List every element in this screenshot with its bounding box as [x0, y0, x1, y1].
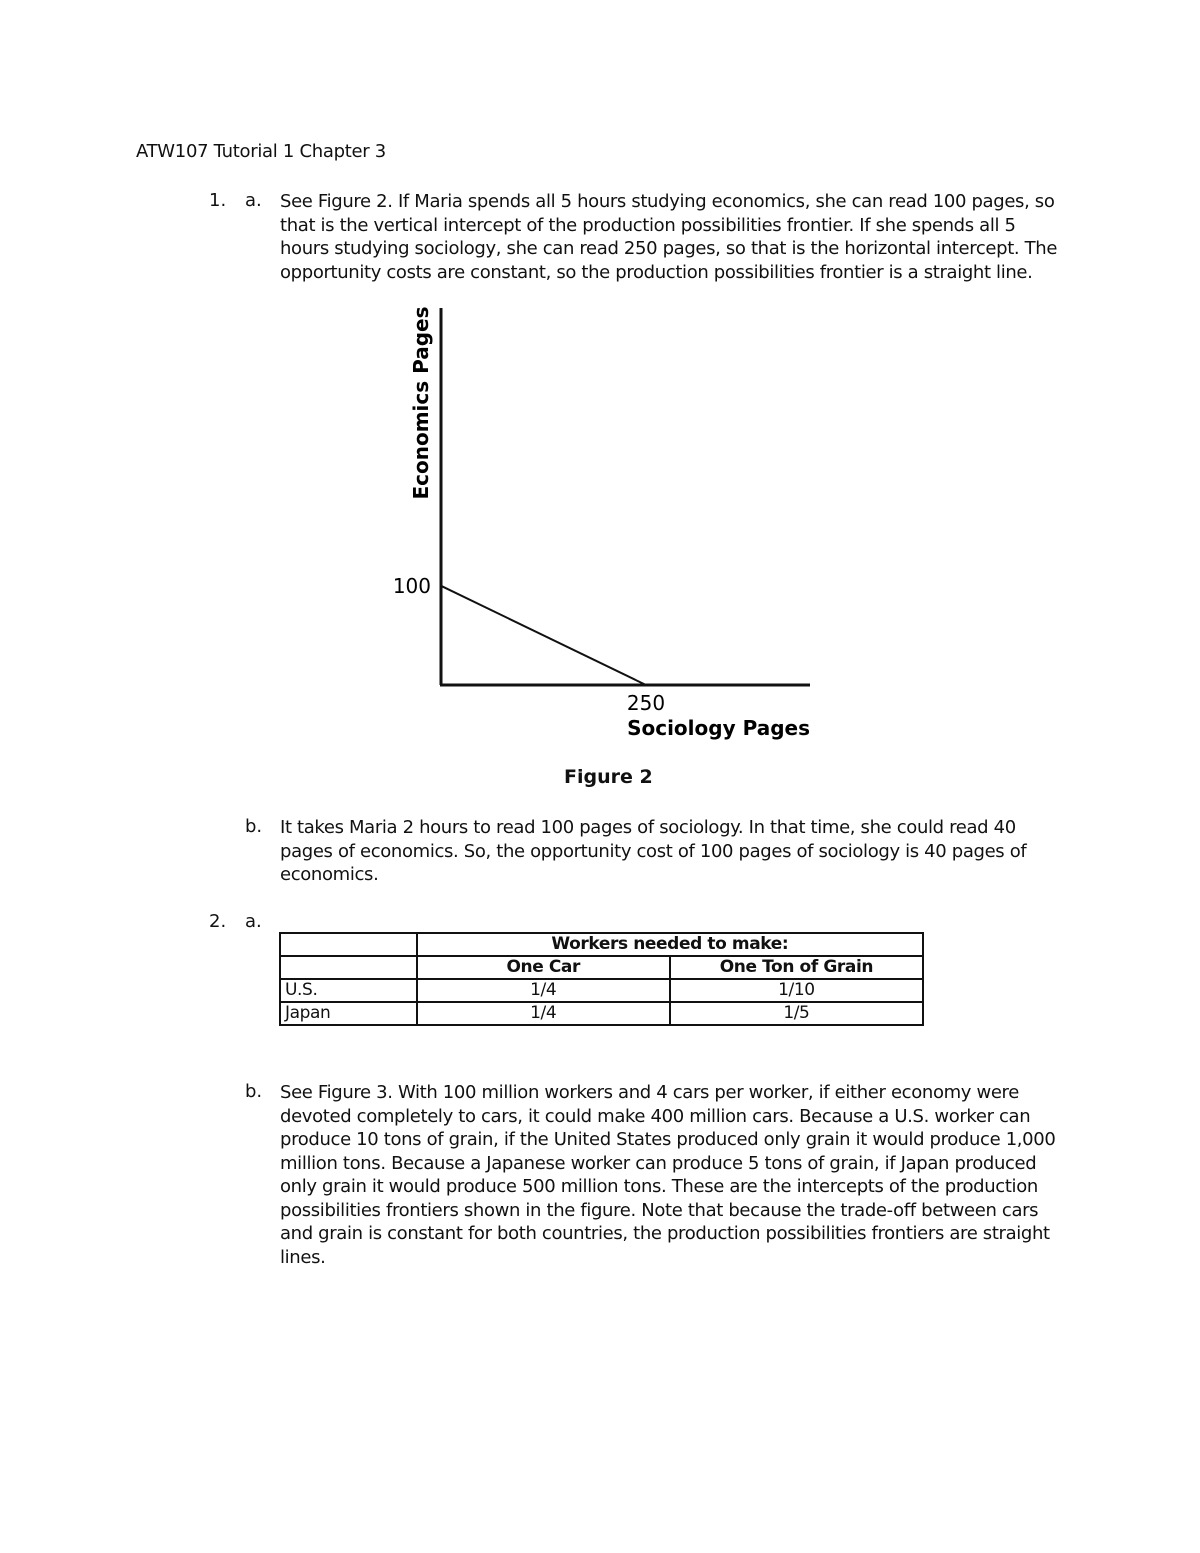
column-header-car: One Car [417, 956, 670, 979]
answer-line: See Figure 2. If Maria spends all 5 hours studying economics, she can read 100 pages, so [280, 191, 1055, 212]
answer-line: that is the vertical intercept of the production possibilities frontier. If she spends all 5 [280, 214, 1016, 236]
ppf-chart [370, 300, 830, 750]
answer-line: produce 10 tons of grain, if the United States produced only grain it would produce 1,000 [280, 1129, 1056, 1150]
answer-line: lines. [280, 1246, 326, 1268]
question-1b-answer [280, 816, 1070, 887]
question-1a-label: a. [245, 190, 262, 211]
answer-line: It takes Maria 2 hours to read 100 pages of sociology. In that time, she could read 40 [280, 817, 1016, 838]
question-2b-label: b. [245, 1081, 263, 1102]
question-2-number: 2. [209, 911, 227, 932]
question-2b-answer [280, 1081, 1070, 1269]
table-cell-grain: 1/10 [670, 979, 923, 1002]
table-cell-car: 1/4 [417, 1002, 670, 1025]
table-row [280, 979, 923, 1002]
question-2a-label: a. [245, 911, 262, 932]
table-cell-empty [280, 933, 417, 956]
answer-line: hours studying sociology, she can read 250 pages, so that is the horizontal intercept. The [280, 238, 1058, 259]
table-cell-empty [280, 956, 417, 979]
y-axis-label: Economics Pages [409, 306, 433, 500]
answer-line: opportunity costs are constant, so the production possibilities frontier is a straight line. [280, 261, 1033, 283]
x-axis-label: Sociology Pages [627, 716, 810, 740]
answer-line: and grain is constant for both countries, the production possibilities frontiers are straight [280, 1223, 1050, 1244]
table-row [280, 933, 923, 956]
question-1-number: 1. [209, 190, 227, 211]
answer-line: pages of economics. So, the opportunity cost of 100 pages of sociology is 40 pages of [280, 840, 1027, 862]
ppf-series-line [441, 586, 646, 685]
answer-line: devoted completely to cars, it could make 400 million cars. Because a U.S. worker can [280, 1105, 1031, 1127]
answer-line: See Figure 3. With 100 million workers and 4 cars per worker, if either economy were [280, 1082, 1019, 1103]
table-cell-car: 1/4 [417, 979, 670, 1002]
answer-line: possibilities frontiers shown in the figure. Note that because the trade-off between cars [280, 1199, 1039, 1221]
workers-table [279, 932, 924, 1026]
column-header-grain: One Ton of Grain [670, 956, 923, 979]
page-title: ATW107 Tutorial 1 Chapter 3 [136, 141, 386, 162]
figure-caption: Figure 2 [564, 766, 653, 788]
question-1b-label: b. [245, 816, 263, 837]
answer-line: only grain it would produce 500 million tons. These are the intercepts of the production [280, 1176, 1038, 1197]
answer-line: million tons. Because a Japanese worker can produce 5 tons of grain, if Japan produced [280, 1152, 1037, 1174]
answer-line: economics. [280, 864, 379, 885]
x-tick-label: 250 [626, 691, 666, 715]
table-cell-grain: 1/5 [670, 1002, 923, 1025]
question-1a-answer [280, 190, 1070, 284]
table-row [280, 956, 923, 979]
y-tick-label: 100 [392, 573, 431, 598]
table-row [280, 1002, 923, 1025]
table-cell-country: Japan [280, 1002, 417, 1025]
table-group-header: Workers needed to make: [417, 933, 923, 956]
table-cell-country: U.S. [280, 979, 417, 1002]
